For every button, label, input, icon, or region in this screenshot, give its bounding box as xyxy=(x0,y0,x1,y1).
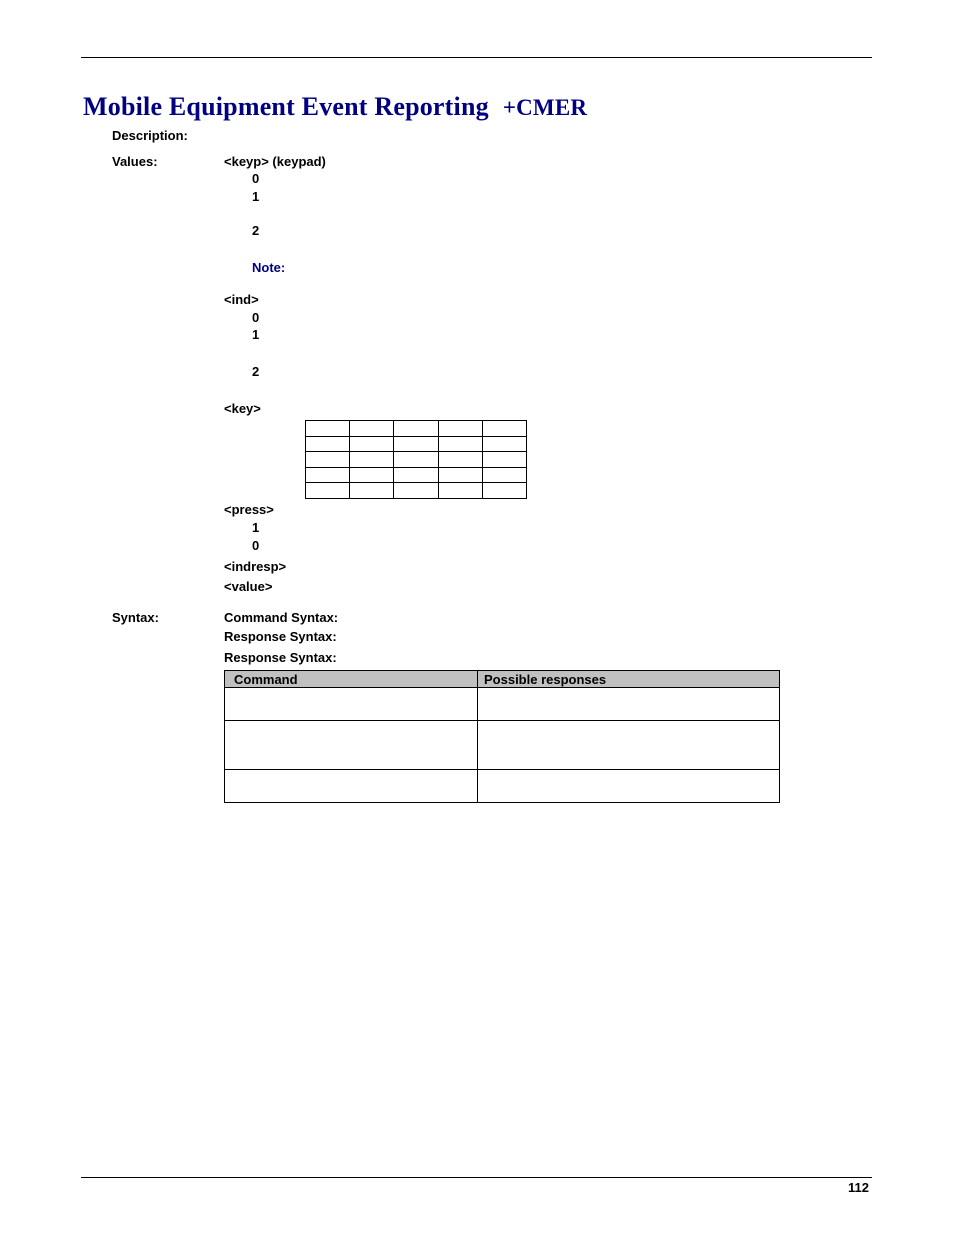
table-row xyxy=(306,421,527,437)
param-indresp: <indresp> xyxy=(224,559,287,574)
keyp-option-1: 1 xyxy=(252,189,260,204)
param-press: <press> xyxy=(224,502,274,517)
table-row xyxy=(306,467,527,483)
table-row xyxy=(225,688,780,721)
table-row xyxy=(306,436,527,452)
page-title xyxy=(83,92,587,122)
syntax-table xyxy=(224,670,780,803)
syntax-label: Syntax: xyxy=(112,610,159,625)
table-row xyxy=(225,770,780,803)
keyp-option-0: 0 xyxy=(252,171,260,186)
table-header-row xyxy=(225,671,780,688)
param-key: <key> xyxy=(224,401,261,416)
table-row xyxy=(225,721,780,770)
values-label: Values: xyxy=(112,154,158,169)
keyp-option-2: 2 xyxy=(252,223,260,238)
column-header-responses: Possible responses xyxy=(478,671,780,688)
key-table xyxy=(305,420,527,499)
command-name: +CMER xyxy=(502,95,588,120)
ind-option-2: 2 xyxy=(252,364,260,379)
table-row xyxy=(306,452,527,468)
column-header-command: Command xyxy=(225,671,478,688)
command-syntax-label: Command Syntax: xyxy=(224,610,339,625)
footer-rule xyxy=(81,1177,872,1178)
page-number: 112 xyxy=(848,1180,869,1195)
ind-option-1: 1 xyxy=(252,327,260,342)
title-text: Mobile Equipment Event Reporting xyxy=(83,92,489,121)
ind-option-0: 0 xyxy=(252,310,260,325)
press-option-0: 0 xyxy=(252,538,260,553)
param-ind: <ind> xyxy=(224,292,259,307)
header-rule xyxy=(81,57,872,58)
param-value: <value> xyxy=(224,579,273,594)
param-keyp: <keyp> (keypad) xyxy=(224,154,326,169)
keyp-note: Note: xyxy=(252,260,286,275)
table-row xyxy=(306,483,527,499)
response-syntax-label-2: Response Syntax: xyxy=(224,650,337,665)
press-option-1: 1 xyxy=(252,520,260,535)
description-label: Description: xyxy=(112,128,188,143)
response-syntax-label: Response Syntax: xyxy=(224,629,337,644)
